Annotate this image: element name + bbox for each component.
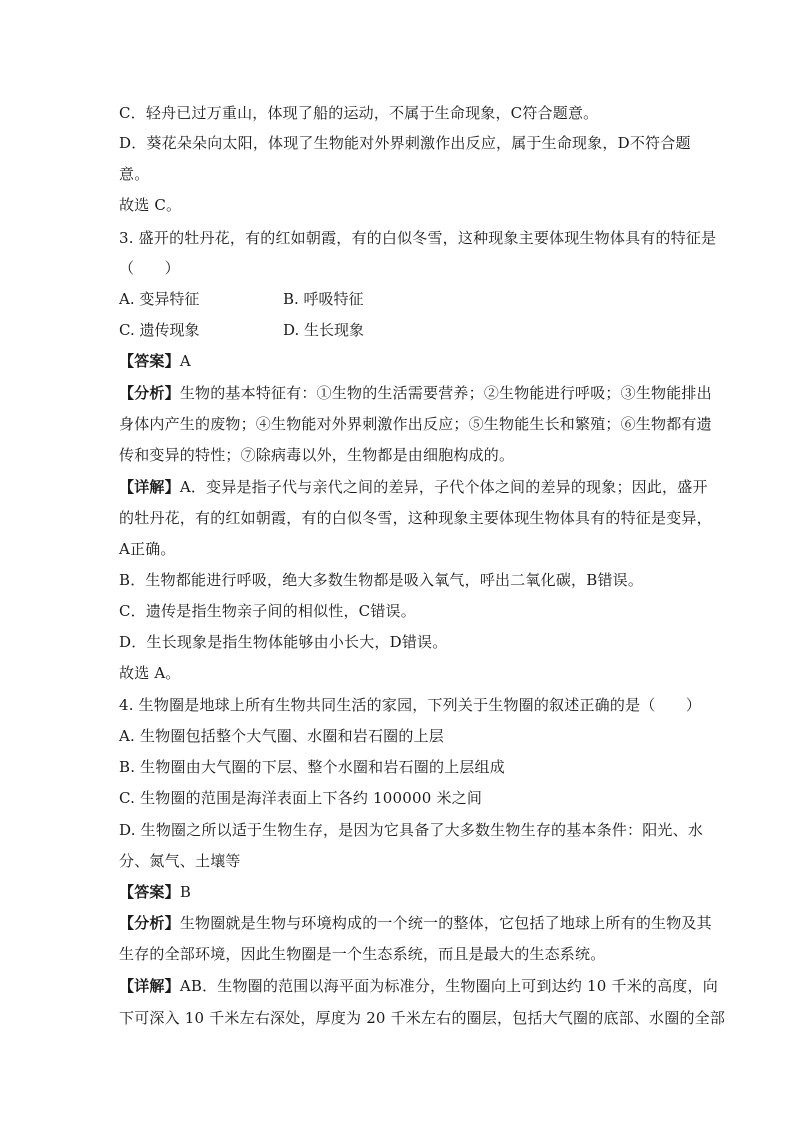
answer-value: B [179,883,192,901]
q4-analysis-line1 [119,912,712,934]
q2-choose: 故选 C。 [119,196,182,214]
q3-analysis-line2: 身体内产生的废物；④生物能对外界刺激作出反应；⑤生物能生长和繁殖；⑥生物都有遗 [119,415,712,433]
q3-option-c: C. 遗传现象 [119,321,200,339]
q2-option-d-explanation-line1: D．葵花朵朵向太阳，体现了生物能对外界刺激作出反应，属于生命现象，D不符合题 [119,134,691,152]
q3-detail-c: C．遗传是指生物亲子间的相似性，C错误。 [119,602,416,620]
answer-value: A [179,352,191,370]
q2-option-d-explanation-line2: 意。 [119,165,150,183]
q3-detail-line3: A正确。 [119,540,176,558]
q3-analysis-line1 [119,382,712,404]
q3-answer [119,350,191,372]
q4-option-d-line1: D. 生物圈之所以适于生物生存，是因为它具备了大多数生物生存的基本条件：阳光、水 [119,821,704,839]
detail-text: AB．生物圈的范围以海平面为标准分，生物圈向上可到达约 10 千米的高度，向 [179,977,718,995]
q4-option-b: B. 生物圈由大气圈的下层、整个水圈和岩石圈的上层组成 [119,758,505,776]
q3-detail-d: D．生长现象是指生物体能够由小长大，D错误。 [119,633,448,651]
analysis-label: 【分析】 [119,384,180,402]
q3-detail-b: B．生物都能进行呼吸，绝大多数生物都是吸入氧气，呼出二氧化碳，B错误。 [119,571,644,589]
q4-answer [119,881,191,903]
analysis-text: 生物的基本特征有：①生物的生活需要营养；②生物能进行呼吸；③生物能排出 [179,384,712,402]
q3-choose: 故选 A。 [119,664,181,682]
q4-option-a: A. 生物圈包括整个大气圈、水圈和岩石圈的上层 [119,727,444,745]
q3-option-a: A. 变异特征 [119,290,200,308]
q4-detail-line1 [119,975,718,997]
detail-text: A．变异是指子代与亲代之间的差异，子代个体之间的差异的现象；因此，盛开 [179,478,708,496]
q3-option-b: B. 呼吸特征 [283,290,364,308]
q3-stem-line2: （ ） [119,259,180,277]
q3-detail-line2: 的牡丹花，有的红如朝霞，有的白似冬雪，这种现象主要体现生物体具有的特征是变异， [119,509,712,527]
q4-analysis-line2: 生存的全部环境，因此生物圈是一个生态系统，而且是最大的生态系统。 [119,945,606,963]
q3-analysis-line3: 传和变异的特性；⑦除病毒以外，生物都是由细胞构成的。 [119,446,515,464]
answer-label: 【答案】 [119,352,180,370]
q3-option-d: D. 生长现象 [283,321,365,339]
detail-label: 【详解】 [119,977,180,995]
q2-option-c-explanation: C．轻舟已过万重山，体现了船的运动，不属于生命现象，C符合题意。 [119,104,599,122]
q4-option-d-line2: 分、氮气、土壤等 [119,852,241,870]
analysis-label: 【分析】 [119,914,180,932]
answer-label: 【答案】 [119,883,180,901]
detail-label: 【详解】 [119,478,180,496]
q4-detail-line2: 下可深入 10 千米左右深处，厚度为 20 千米左右的圈层，包括大气圈的底部、水圈的全部 [119,1009,726,1027]
q3-detail-line1 [119,476,708,498]
analysis-text: 生物圈就是生物与环境构成的一个统一的整体，它包括了地球上所有的生物及其 [179,914,712,932]
q3-stem-line1: 3. 盛开的牡丹花，有的红如朝霞，有的白似冬雪，这种现象主要体现生物体具有的特征是 [119,229,717,247]
q4-option-c: C. 生物圈的范围是海洋表面上下各约 100000 米之间 [119,789,483,807]
q4-stem: 4. 生物圈是地球上所有生物共同生活的家园，下列关于生物圈的叙述正确的是（ ） [119,696,702,714]
